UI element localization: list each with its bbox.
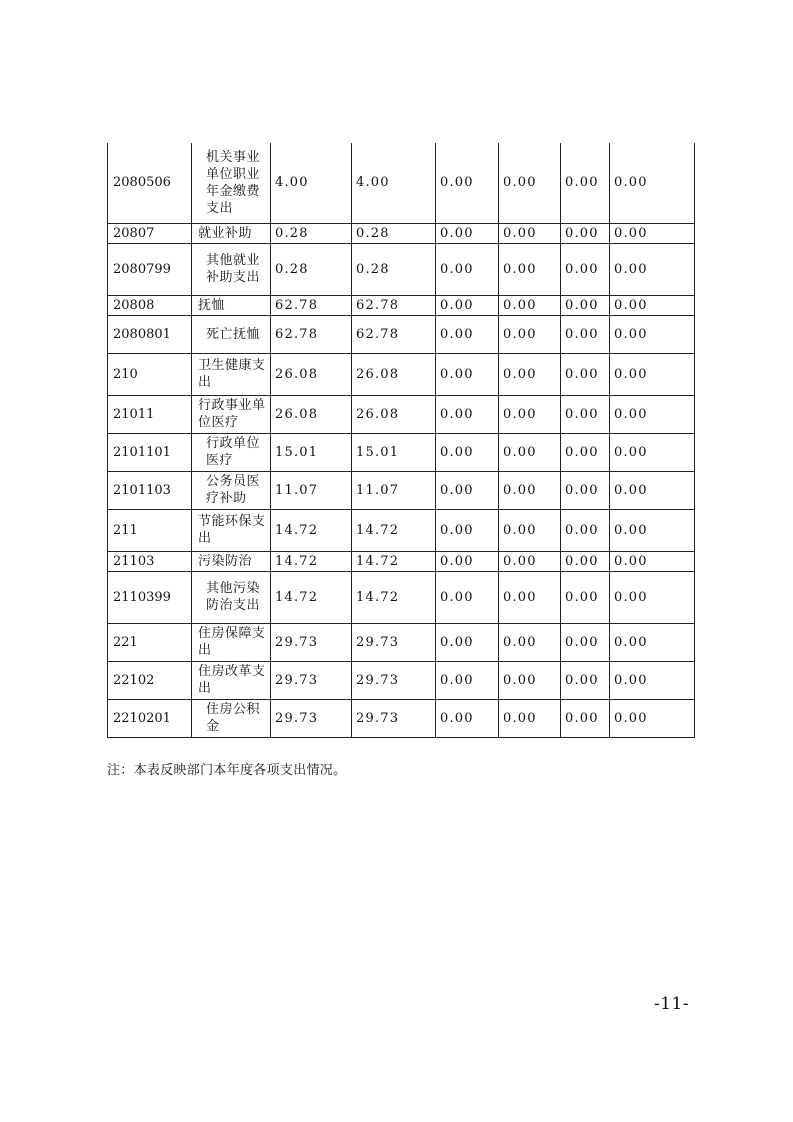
subject-name-cell: 节能环保支出 — [192, 509, 271, 551]
subject-code-cell: 210 — [108, 353, 192, 395]
amount-cell-2: 62.78 — [352, 295, 436, 315]
amount-cell-6: 0.00 — [610, 471, 695, 509]
amount-cell-4: 0.00 — [499, 433, 561, 471]
amount-cell-4: 0.00 — [499, 143, 561, 223]
amount-cell-3: 0.00 — [436, 295, 499, 315]
subject-code-cell: 2080799 — [108, 243, 192, 295]
amount-cell-5: 0.00 — [561, 571, 610, 623]
amount-cell-3: 0.00 — [436, 223, 499, 243]
subject-code-cell: 20808 — [108, 295, 192, 315]
amount-cell-1: 14.72 — [271, 509, 352, 551]
amount-cell-4: 0.00 — [499, 623, 561, 661]
subject-code-cell: 2080506 — [108, 143, 192, 223]
amount-cell-1: 26.08 — [271, 395, 352, 433]
page-number: -11- — [654, 994, 690, 1014]
amount-cell-6: 0.00 — [610, 353, 695, 395]
amount-cell-2: 0.28 — [352, 223, 436, 243]
amount-cell-1: 26.08 — [271, 353, 352, 395]
table-row — [108, 395, 695, 433]
amount-cell-3: 0.00 — [436, 623, 499, 661]
subject-code-cell: 20807 — [108, 223, 192, 243]
subject-code-cell: 221 — [108, 623, 192, 661]
amount-cell-3: 0.00 — [436, 699, 499, 737]
subject-name-cell: 就业补助 — [192, 223, 271, 243]
amount-cell-2: 4.00 — [352, 143, 436, 223]
amount-cell-1: 14.72 — [271, 571, 352, 623]
amount-cell-1: 0.28 — [271, 243, 352, 295]
amount-cell-5: 0.00 — [561, 471, 610, 509]
amount-cell-3: 0.00 — [436, 509, 499, 551]
amount-cell-4: 0.00 — [499, 395, 561, 433]
amount-cell-4: 0.00 — [499, 471, 561, 509]
amount-cell-5: 0.00 — [561, 623, 610, 661]
subject-code-cell: 211 — [108, 509, 192, 551]
amount-cell-5: 0.00 — [561, 699, 610, 737]
amount-cell-6: 0.00 — [610, 551, 695, 571]
amount-cell-6: 0.00 — [610, 143, 695, 223]
amount-cell-3: 0.00 — [436, 353, 499, 395]
table-body — [108, 143, 695, 737]
amount-cell-2: 14.72 — [352, 551, 436, 571]
subject-name-cell: 行政事业单位医疗 — [192, 395, 271, 433]
table-row — [108, 551, 695, 571]
amount-cell-3: 0.00 — [436, 315, 499, 353]
amount-cell-2: 29.73 — [352, 699, 436, 737]
table-row — [108, 353, 695, 395]
table-row — [108, 571, 695, 623]
amount-cell-5: 0.00 — [561, 433, 610, 471]
subject-name-cell: 污染防治 — [192, 551, 271, 571]
amount-cell-5: 0.00 — [561, 315, 610, 353]
amount-cell-5: 0.00 — [561, 395, 610, 433]
subject-name-cell: 抚恤 — [192, 295, 271, 315]
amount-cell-5: 0.00 — [561, 243, 610, 295]
amount-cell-5: 0.00 — [561, 661, 610, 699]
subject-code-cell: 2080801 — [108, 315, 192, 353]
table-row — [108, 243, 695, 295]
table-row — [108, 295, 695, 315]
amount-cell-6: 0.00 — [610, 295, 695, 315]
table-row — [108, 315, 695, 353]
amount-cell-2: 11.07 — [352, 471, 436, 509]
amount-cell-6: 0.00 — [610, 433, 695, 471]
amount-cell-1: 29.73 — [271, 623, 352, 661]
amount-cell-5: 0.00 — [561, 353, 610, 395]
amount-cell-3: 0.00 — [436, 395, 499, 433]
table-row — [108, 509, 695, 551]
amount-cell-4: 0.00 — [499, 353, 561, 395]
amount-cell-6: 0.00 — [610, 623, 695, 661]
subject-name-cell: 住房公积金 — [192, 699, 271, 737]
amount-cell-2: 26.08 — [352, 395, 436, 433]
subject-code-cell: 22102 — [108, 661, 192, 699]
amount-cell-4: 0.00 — [499, 243, 561, 295]
amount-cell-3: 0.00 — [436, 143, 499, 223]
amount-cell-5: 0.00 — [561, 143, 610, 223]
amount-cell-6: 0.00 — [610, 699, 695, 737]
subject-code-cell: 21011 — [108, 395, 192, 433]
amount-cell-4: 0.00 — [499, 661, 561, 699]
amount-cell-5: 0.00 — [561, 509, 610, 551]
amount-cell-1: 4.00 — [271, 143, 352, 223]
amount-cell-5: 0.00 — [561, 295, 610, 315]
amount-cell-3: 0.00 — [436, 471, 499, 509]
table-footnote: 注：本表反映部门本年度各项支出情况。 — [107, 763, 347, 778]
amount-cell-3: 0.00 — [436, 243, 499, 295]
table-row — [108, 699, 695, 737]
amount-cell-1: 29.73 — [271, 661, 352, 699]
subject-name-cell: 卫生健康支出 — [192, 353, 271, 395]
subject-name-cell: 其他污染防治支出 — [192, 571, 271, 623]
amount-cell-1: 62.78 — [271, 295, 352, 315]
subject-code-cell: 2210201 — [108, 699, 192, 737]
amount-cell-4: 0.00 — [499, 551, 561, 571]
subject-name-cell: 住房保障支出 — [192, 623, 271, 661]
amount-cell-4: 0.00 — [499, 509, 561, 551]
amount-cell-3: 0.00 — [436, 571, 499, 623]
amount-cell-2: 29.73 — [352, 623, 436, 661]
amount-cell-1: 11.07 — [271, 471, 352, 509]
subject-code-cell: 2110399 — [108, 571, 192, 623]
subject-name-cell: 住房改革支出 — [192, 661, 271, 699]
amount-cell-6: 0.00 — [610, 571, 695, 623]
subject-name-cell: 公务员医疗补助 — [192, 471, 271, 509]
subject-code-cell: 2101101 — [108, 433, 192, 471]
subject-name-cell: 其他就业补助支出 — [192, 243, 271, 295]
amount-cell-2: 14.72 — [352, 509, 436, 551]
amount-cell-6: 0.00 — [610, 243, 695, 295]
expenditure-table — [107, 143, 695, 738]
table-row — [108, 623, 695, 661]
amount-cell-6: 0.00 — [610, 315, 695, 353]
amount-cell-6: 0.00 — [610, 509, 695, 551]
table-row — [108, 471, 695, 509]
amount-cell-1: 62.78 — [271, 315, 352, 353]
amount-cell-1: 15.01 — [271, 433, 352, 471]
amount-cell-2: 26.08 — [352, 353, 436, 395]
amount-cell-6: 0.00 — [610, 395, 695, 433]
amount-cell-6: 0.00 — [610, 223, 695, 243]
amount-cell-4: 0.00 — [499, 571, 561, 623]
amount-cell-4: 0.00 — [499, 699, 561, 737]
amount-cell-4: 0.00 — [499, 295, 561, 315]
amount-cell-1: 29.73 — [271, 699, 352, 737]
amount-cell-5: 0.00 — [561, 223, 610, 243]
amount-cell-6: 0.00 — [610, 661, 695, 699]
subject-name-cell: 机关事业单位职业年金缴费支出 — [192, 143, 271, 223]
amount-cell-1: 14.72 — [271, 551, 352, 571]
amount-cell-2: 62.78 — [352, 315, 436, 353]
amount-cell-2: 14.72 — [352, 571, 436, 623]
amount-cell-4: 0.00 — [499, 223, 561, 243]
amount-cell-3: 0.00 — [436, 433, 499, 471]
amount-cell-3: 0.00 — [436, 661, 499, 699]
amount-cell-3: 0.00 — [436, 551, 499, 571]
amount-cell-2: 0.28 — [352, 243, 436, 295]
table-row — [108, 661, 695, 699]
amount-cell-2: 29.73 — [352, 661, 436, 699]
amount-cell-1: 0.28 — [271, 223, 352, 243]
subject-name-cell: 死亡抚恤 — [192, 315, 271, 353]
subject-code-cell: 2101103 — [108, 471, 192, 509]
table-row — [108, 143, 695, 223]
amount-cell-5: 0.00 — [561, 551, 610, 571]
table-row — [108, 433, 695, 471]
subject-code-cell: 21103 — [108, 551, 192, 571]
amount-cell-4: 0.00 — [499, 315, 561, 353]
amount-cell-2: 15.01 — [352, 433, 436, 471]
table-row — [108, 223, 695, 243]
subject-name-cell: 行政单位医疗 — [192, 433, 271, 471]
